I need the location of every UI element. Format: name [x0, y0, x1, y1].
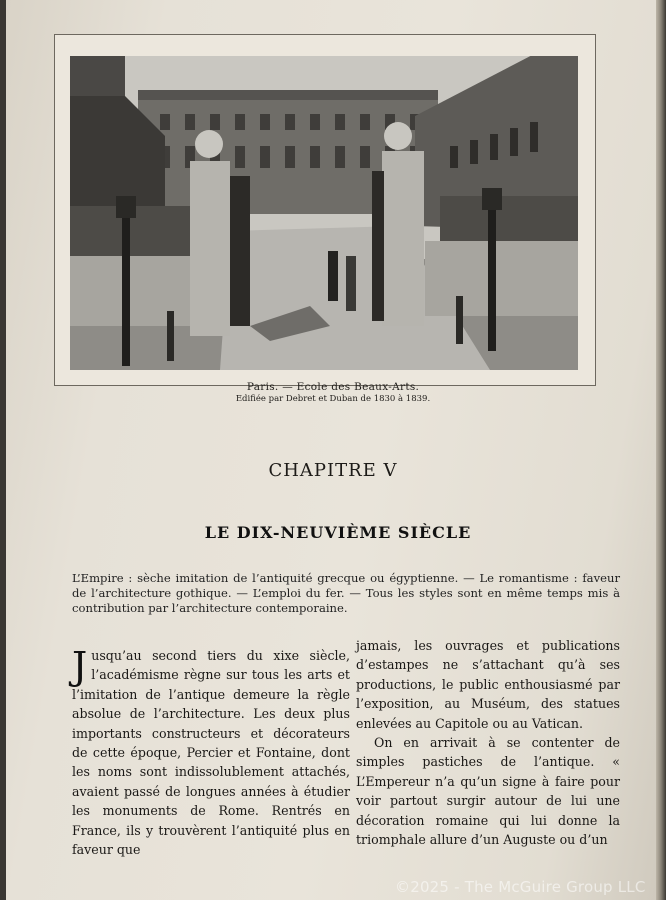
- paragraph-text: usqu’au second tiers du xixe siècle, l’académisme règne sur tous les arts et l’imitation de l’antique demeure la règle absolue de l’architecture. Les deux plus importants constructeurs et décorateurs de cette époque, Percier et Fontaine, dont les noms sont indissolublement attachés, avaient passé de longues années à étudier les monuments de Rome. Rentrés en France, ils y trouvèrent l’antiquité plus en faveur que: [72, 648, 350, 858]
- text-column-right: [356, 636, 620, 849]
- figure-photograph: [70, 56, 578, 370]
- paragraph: On en arrivait à se contenter de simples pastiches de l’antique. « L’Empereur n’a qu’un signe à faire pour voir partout surgir autour de lui une décoration romaine qui lui donne la triomphale allure d’un Auguste ou d’un: [356, 735, 620, 848]
- ecole-des-beaux-arts-illustration: [70, 56, 578, 370]
- watermark: ©2025 - The McGuire Group LLC: [395, 878, 646, 896]
- text-column-left: [72, 646, 350, 859]
- figure-credit: Edifiée par Debret et Duban de 1830 à 1839.: [235, 394, 431, 404]
- paragraph: jamais, les ouvrages et publications d’estampes ne s’attachant qu’à ses productions, le public enthousiasmé par l’exposition, au Muséum, des statues enlevées au Capitole ou au Vatican.: [356, 638, 620, 731]
- summary-text: L’Empire : sèche imitation de l’antiquité grecque ou égyptienne. — Le romantisme : faveur de l’architecture gothique. — L’emploi du fer. — Tous les styles sont en même temps mis à contribution par l’architecture contemporaine.: [72, 571, 620, 615]
- figure-caption: Paris. — Ecole des Beaux-Arts.: [246, 381, 420, 393]
- page-edge: [656, 0, 666, 900]
- chapter-label: CHAPITRE V: [268, 460, 398, 481]
- chapter-summary: [72, 571, 620, 616]
- drop-cap: J: [72, 644, 88, 688]
- paragraph: [72, 646, 350, 859]
- chapter-title: LE DIX-NEUVIÈME SIÈCLE: [204, 523, 472, 542]
